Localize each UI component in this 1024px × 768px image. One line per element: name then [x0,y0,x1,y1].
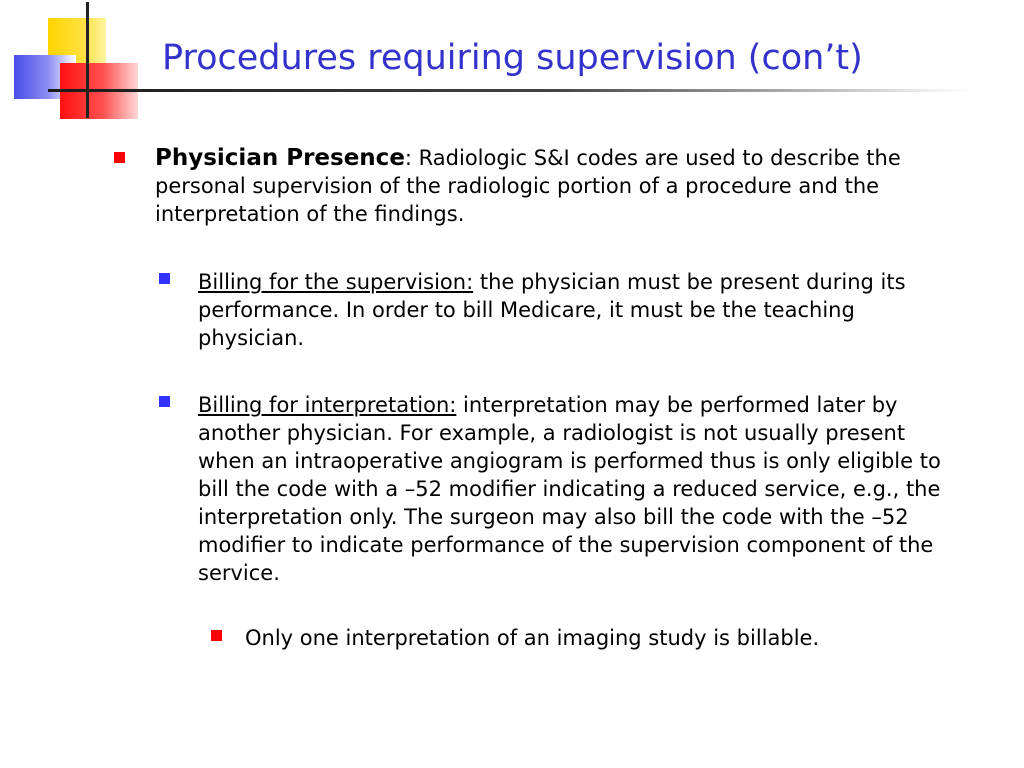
bullet-lead-separator: : [404,146,412,170]
bullet-lead-text: Physician Presence [155,145,405,171]
square-bullet-icon [211,630,222,641]
square-bullet-icon [114,152,125,163]
bullet-billing-supervision [198,268,938,352]
bullet-body-text: the physician must be present during its performance. In order to bill Medicare, it must be the teaching physician. [198,270,906,350]
bullet-physician-presence [155,144,945,228]
bullet-lead-text: Billing for interpretation: [198,393,457,417]
bullet-body-text: Radiologic S&I codes are used to describe the personal supervision of the radiologic portion of a procedure and the interpretation of the findings. [155,146,901,226]
title-underline-rule [48,89,968,92]
logo-vertical-line [86,2,89,118]
slide-title: Procedures requiring supervision (con’t) [162,38,863,78]
square-bullet-icon [159,273,170,284]
bullet-billing-interpretation [198,391,958,587]
bullet-one-interpretation [245,624,945,652]
square-bullet-icon [159,396,170,407]
bullet-body-text: interpretation may be performed later by another physician. For example, a radiologist is not usually present when an intraoperative angiogram is performed thus is only eligible to bill the code with a –52 modifier indicating a reduced service, e.g., the interpretation only. The surgeon may also bill the code with the –52 modifier to indicate performance of the supervision component of the service. [198,393,941,585]
bullet-body-text: Only one interpretation of an imaging study is billable. [245,626,820,650]
bullet-lead-text: Billing for the supervision: [198,270,474,294]
